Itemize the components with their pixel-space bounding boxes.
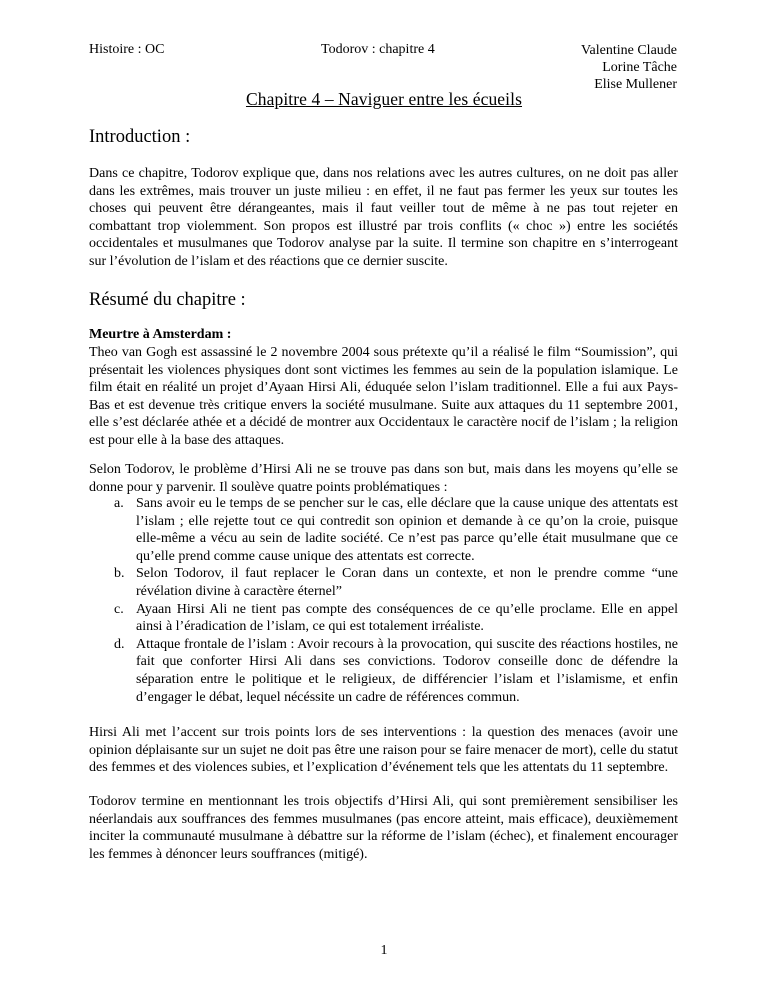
list-item (114, 636, 678, 706)
list-marker: a. (114, 496, 124, 511)
author-name: Lorine Tâche (602, 60, 677, 75)
list-item-text: Ayaan Hirsi Ali ne tient pas compte des conséquences de ce qu’elle proclame. Elle en appel ainsi à l’éradication de l’islam, ce qui est totalement irréaliste. (136, 601, 678, 635)
list-item (114, 601, 678, 636)
list-item (114, 495, 678, 565)
list-item (114, 565, 678, 600)
header-authors (581, 42, 677, 93)
summary-paragraph-3: Hirsi Ali met l’accent sur trois points lors de ses interventions : la question des menaces (avoir une opinion déplaisante sur un sujet ne doit pas être une raison pour se faire menacer de mort), celle du statut des femmes et des violences subies, et l’explication d’événement tels que les attentats du 11 septembre. (89, 725, 678, 776)
introduction-paragraph: Dans ce chapitre, Todorov explique que, dans nos relations avec les autres cultures, on ne doit pas aller dans les extrêmes, mais trouver un juste milieu : en effet, il ne faut pas fermer les yeux sur toutes les choses qui peuvent être dérangeantes, mais il faut veiller tout de même à ne pas tout rejeter en combattant trop violemment. Son propos est illustré par trois conflits (« choc ») entre les sociétés occidentales et musulmanes que Todorov analyse par la suite. Il termine son chapitre en s’interrogeant sur l’évolution de l’islam et des réactions que ce dernier suscite. (89, 166, 678, 269)
author-name: Elise Mullener (594, 77, 677, 92)
header-course: Histoire : OC (89, 42, 165, 57)
list-marker: c. (114, 601, 124, 617)
introduction-heading: Introduction : (89, 127, 191, 147)
chapter-title: Chapitre 4 – Naviguer entre les écueils (245, 89, 523, 109)
list-item-text: Sans avoir eu le temps de se pencher sur le cas, elle déclare que la cause unique des attentats est l’islam ; elle rejette tout ce qui contredit son opinion et demande à ce qu’on la croie, puisque elle-même a vécu au sein de ladite société. Ce n’est pas parce qu’elle était musulmane que ce qu’elle prend comme cause unique des attentats est correcte. (136, 496, 678, 564)
page-number: 1 (380, 943, 388, 958)
summary-paragraph-4: Todorov termine en mentionnant les trois objectifs d’Hirsi Ali, qui sont premièrement sensibiliser les néerlandais aux souffrances des femmes musulmanes (pas encore atteint, mais efficace), deuxièmement inciter la communauté musulmane à débattre sur la réforme de l’islam (échec), et finalement encourager les femmes à dénoncer leurs souffrances (mitigé). (89, 794, 678, 862)
summary-heading: Résumé du chapitre : (89, 290, 246, 310)
section-subheading: Meurtre à Amsterdam : (89, 327, 232, 342)
header-topic: Todorov : chapitre 4 (321, 42, 435, 57)
list-item-text: Attaque frontale de l’islam : Avoir recours à la provocation, qui suscite des réactions hostiles, ne fait que conforter Hirsi Ali dans ses convictions. Todorov conseille donc de défendre la séparation entre le politique et le religieux, de différencier l’islam et l’islamisme, et enfin d’engager le débat, lequel nécéssite un cadre de références commun. (136, 636, 678, 705)
summary-paragraph-2: Selon Todorov, le problème d’Hirsi Ali ne se trouve pas dans son but, mais dans les moyens qu’elle se donne pour y parvenir. Il soulève quatre points problématiques : (89, 462, 678, 495)
problem-points-list (114, 495, 678, 706)
author-name: Valentine Claude (580, 43, 677, 58)
list-marker: b. (114, 566, 125, 582)
list-item-text: Selon Todorov, il faut replacer le Coran dans un contexte, et non le prendre comme “une révélation divine à caractère éternel” (136, 566, 678, 599)
summary-paragraph-1: Theo van Gogh est assassiné le 2 novembre 2004 sous prétexte qu’il a réalisé le film “Soumission”, qui présentait les violences physiques dont sont victimes les femmes au sein de la population islamique. Le film était en réalité un projet d’Ayaan Hirsi Ali, éduquée selon l’islam traditionnel. Elle a fui aux Pays-Bas et est devenue très critique envers la société musulmane. Suite aux attaques du 11 septembre 2001, elle s’est déclarée athée et a décidé de montrer aux Occidentaux le caractère nocif de l’islam ; la religion est pour elle à la base des attaques. (89, 345, 678, 448)
list-marker: d. (114, 636, 125, 652)
